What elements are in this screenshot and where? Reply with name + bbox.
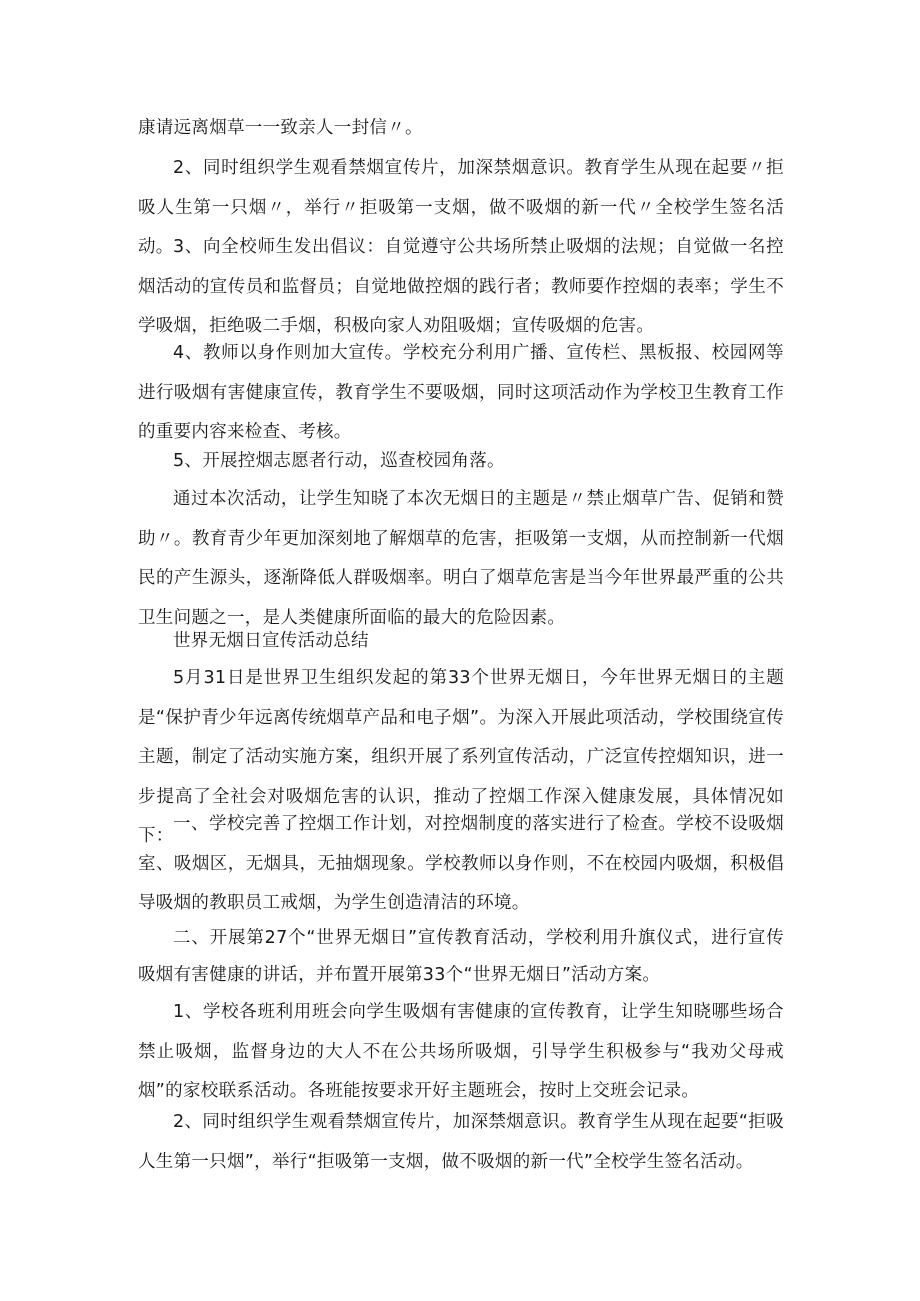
paragraph-item-1b: 1、学校各班利用班会向学生吸烟有害健康的宣传教育，让学生知晓哪些场合禁止吸烟，监督身边的大人不在公共场所吸烟，引导学生积极参与“我劝父母戒烟”的家校联系活动。各班能按要求开好主题班会，按时上交班会记录。 [138, 1002, 784, 1101]
paragraph-summary: 通过本次活动，让学生知晓了本次无烟日的主题是〃禁止烟草广告、促销和赞助〃。教育青少年更加深刻地了解烟草的危害，拒吸第一支烟，从而控制新一代烟民的产生源头，逐渐降低人群吸烟率。明白了烟草危害是当今年世界最严重的公共卫生问题之一，是人类健康所面临的最大的危险因素。 [138, 489, 784, 628]
paragraph-section-2: 二、开展第27个“世界无烟日”宣传教育活动，学校利用升旗仪式，进行宣传吸烟有害健康的讲话，并布置开展第33个“世界无烟日”活动方案。 [138, 928, 784, 985]
paragraph-section-1: 一、学校完善了控烟工作计划，对控烟制度的落实进行了检查。学校不设吸烟室、吸烟区，无烟具，无抽烟现象。学校教师以身作则，不在校园内吸烟，积极倡导吸烟的教职员工戒烟，为学生创造清洁的环境。 [138, 814, 784, 913]
paragraph-item-3: 3、向全校师生发出倡议：自觉遵守公共场所禁止吸烟的法规；自觉做一名控烟活动的宣传员和监督员；自觉地做控烟的践行者；教师要作控烟的表率；学生不学吸烟，拒绝吸二手烟，积极向家人劝阻吸烟；宣传吸烟的危害。 [138, 237, 784, 336]
paragraph-item-5: 5、开展控烟志愿者行动，巡查校园角落。 [173, 451, 505, 471]
section-title: 世界无烟日宣传活动总结 [173, 631, 369, 651]
paragraph-item-2b: 2、同时组织学生观看禁烟宣传片，加深禁烟意识。教育学生从现在起要“拒吸人生第一只烟”，举行“拒吸第一支烟，做不吸烟的新一代”全校学生签名活动。 [138, 1112, 784, 1172]
paragraph-intro: 5月31日是世界卫生组织发起的第33个世界无烟日，今年世界无烟日的主题是“保护青少年远离传统烟草产品和电子烟”。为深入开展此项活动，学校围绕宣传主题，制定了活动实施方案，组织开展了系列宣传活动，广泛宣传控烟知识，进一步提高了全社会对吸烟危害的认识，推动了控烟工作深入健康发展，具体情况如下： [138, 668, 784, 846]
paragraph-item-4: 4、教师以身作则加大宣传。学校充分利用广播、宣传栏、黑板报、校园网等进行吸烟有害健康宣传，教育学生不要吸烟，同时这项活动作为学校卫生教育工作的重要内容来检查、考核。 [138, 343, 784, 442]
paragraph-item-2: 2、同时组织学生观看禁烟宣传片，加深禁烟意识。教育学生从现在起要〃拒吸人生第一只烟〃，举行〃拒吸第一支烟，做不吸烟的新一代〃全校学生签名活动。 [138, 158, 784, 257]
paragraph-continuation: 康请远离烟草一一致亲人一封信〃。 [138, 118, 423, 138]
